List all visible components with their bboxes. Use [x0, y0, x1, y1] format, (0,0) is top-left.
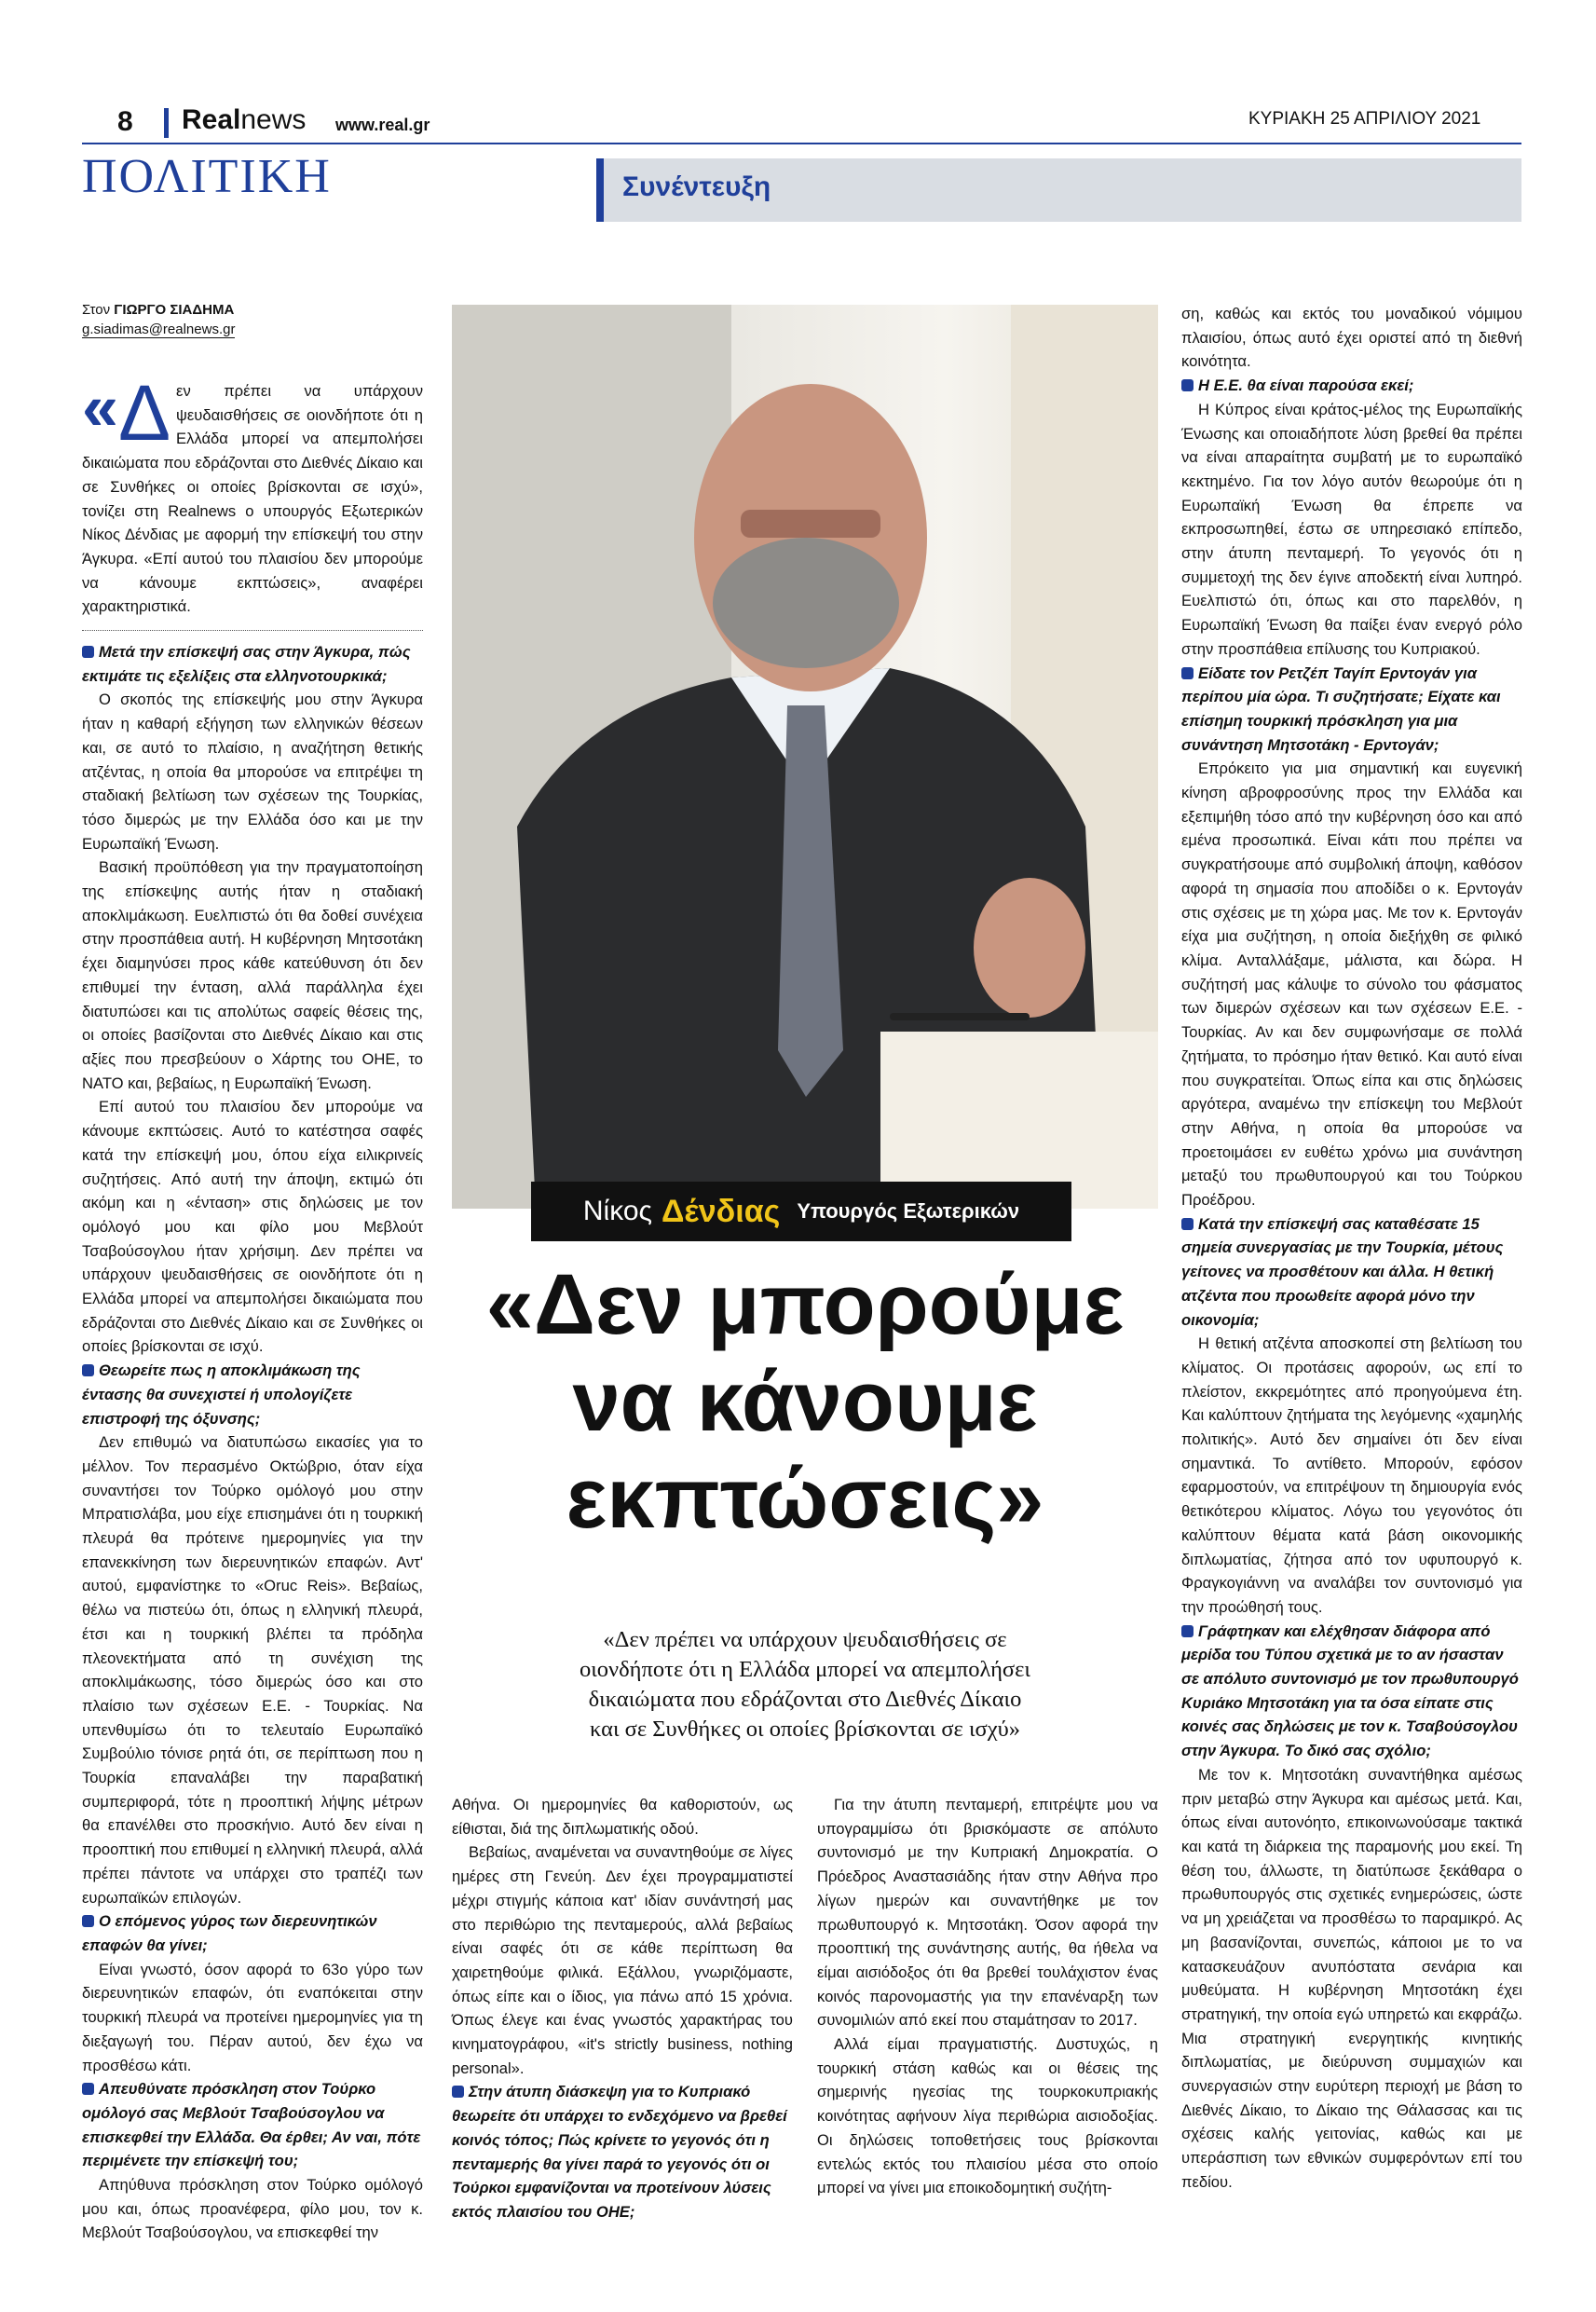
- question-text: Γράφτηκαν και ελέχθησαν διάφορα από μερίδα του Τύπου σχετικά με το αν ήσασταν σε απόλυτο συντονισμό με τον πρωθυπουργό Κυριάκο Μητσοτάκη για τα όσα είπατε στις κοινές σας δηλώσεις με τον κ. Τσαβούσογλου στην Άγκυρα. Το δικό σας σχόλιο;: [1181, 1621, 1519, 1760]
- headline-line-3: εκπτώσεις»: [566, 1451, 1044, 1546]
- brand-rest: news: [240, 104, 307, 135]
- pull-quote-line-3: δικαιώματα που εδράζονται στο Διεθνές Δίκαιο: [588, 1687, 1022, 1712]
- bullet-icon: [82, 646, 94, 658]
- headline-line-1: «Δεν μπορούμε: [485, 1257, 1125, 1352]
- question-text: Είδατε τον Ρετζέπ Ταγίπ Ερντογάν για περίπου μία ώρα. Τι συζητήσατε; Είχατε και επίσημη τουρκική πρόσκληση για μια συνάντηση Μητσοτάκη - Ερντογάν;: [1181, 664, 1501, 754]
- bullet-icon: [1181, 1625, 1194, 1637]
- pull-quote-line-2: οιονδήποτε ότι η Ελλάδα μπορεί να απεμπολήσει: [579, 1657, 1031, 1682]
- question-6: [1181, 374, 1522, 398]
- question-text: Απευθύνατε πρόσκληση στον Τούρκο ομόλογό σας Μεβλούτ Τσαβούσογλου να επισκεφθεί την Ελλάδα. Θα έρθει; Αν ναι, πότε περιμένετε την επίσκεψή του;: [82, 2080, 421, 2170]
- headline-line-2: να κάνουμε: [572, 1354, 1038, 1449]
- pull-quote-line-1: «Δεν πρέπει να υπάρχουν ψευδαισθήσεις σε: [603, 1627, 1007, 1652]
- intro-quote-mark: «: [82, 371, 118, 444]
- answer-paragraph: Για την άτυπη πενταμερή, επιτρέψτε μου να υπογραμμίσω ότι βρισκόμαστε σε απόλυτο συντονισμό με την Κυπριακή Δημοκρατία. Ο Πρόεδρος Αναστασιάδης ήταν στην Αθήνα προ λίγων ημερών και συναντήθηκε με τον πρωθυπουργό κ. Μητσοτάκη. Όσον αφορά την προοπτική της συνάντησης αυτής, θα ήθελα να είμαι αισιόδοξος ότι θα βρεθεί τουλάχιστον ένας κοινός παρονομαστής για την επανέναρξη των συνομιλιών από εκεί που σταμάτησαν το 2017.: [817, 1796, 1158, 2030]
- intro-text: εν πρέπει να υπάρχουν ψευδαισθήσεις σε οιονδήποτε ότι η Ελλάδα μπορεί να απεμπολήσει δικαιώματα που εδράζονται στο Διεθνές Δίκαιο και σε Συνθήκες οι οποίες βρίσκονται σε ισχύ», τονίζει στη Realnews ο υπουργός Εξωτερικών Νίκος Δένδιας με αφορμή την επίσκεψή του στην Άγκυρα. «Επί αυτού του πλαισίου δεν μπορούμε να κάνουμε εκπτώσεις», αναφέρει χαρακτηριστικά.: [82, 382, 423, 616]
- question-2: [82, 1359, 423, 1430]
- caption-last-name: Δένδιας: [661, 1193, 781, 1229]
- answer-paragraph: ση, καθώς και εκτός του μοναδικού νόμιμου πλαισίου, όπως αυτό έχει οριστεί από τη διεθνή κοινότητα.: [1181, 305, 1522, 371]
- answer-paragraph: Είναι γνωστό, όσον αφορά το 63ο γύρο των διερευνητικών επαφών, ότι εναπόκειται στην τουρκική πλευρά να προτείνει ημερομηνίες για τη διεξαγωγή του. Πέραν αυτού, δεν έχω να προσθέσω κάτι.: [82, 1960, 423, 2074]
- header-rule: [82, 143, 1521, 144]
- answer-paragraph: Απηύθυνα πρόσκληση στον Τούρκο ομόλογό μου και, όπως προανέφερα, φίλο μου, τον κ. Μεβλούτ Τσαβούσογλου, να επισκεφθεί την: [82, 2176, 423, 2242]
- question-3: [82, 1909, 423, 1957]
- question-text: Ο επόμενος γύρος των διερευνητικών επαφών θα γίνει;: [82, 1912, 377, 1954]
- answer-paragraph: Δεν επιθυμώ να διατυπώσω εικασίες για το μέλλον. Τον περασμένο Οκτώβριο, όταν είχα συναντήσει τον Τούρκο ομόλογό μου στην Μπρατισλάβα, μου είχε επισημάνει ότι η τουρκική πλευρά θα πρότεινε ημερομηνίες για την επανεκκίνηση των διερευνητικών επαφών. Αντ' αυτού, εμφανίστηκε το «Oruc Reis». Βεβαίως, θέλω να πιστεύω ότι, όπως η ελληνική πλευρά, έτσι και η τουρκική βλέπει τα πρόδηλα πλεονεκτήματα από τη συνέχιση της αποκλιμάκωσης, τόσο διμερώς όσο και στο πλαίσιο των σχέσεων Ε.Ε. - Τουρκίας. Να υπενθυμίσω ότι το τελευταίο Ευρωπαϊκό Συμβούλιο τόνισε ρητά ότι, σε περίπτωση που η Τουρκία επαναλάβει την παραβατική συμπεριφορά, τότε η προοπτική λήψης μέτρων θα επανέλθει στο προσκήνιο. Αυτό δεν είναι η προοπτική που επιθυμεί η ελληνική πλευρά, αλλά πρέπει πάντοτε να υπάρχει στο τραπέζι των ευρωπαϊκών επιλογών.: [82, 1433, 423, 1907]
- byline-name: ΓΙΩΡΓΟ ΣΙΑΔΗΜΑ: [114, 302, 235, 318]
- question-8: [1181, 1212, 1522, 1333]
- bullet-icon: [82, 2083, 94, 2095]
- pull-quote-line-4: και σε Συνθήκες οι οποίες βρίσκονται σε ισχύ»: [589, 1717, 1021, 1742]
- bullet-icon: [1181, 1218, 1194, 1230]
- bullet-icon: [1181, 379, 1194, 391]
- byline: [82, 302, 423, 318]
- question-7: [1181, 662, 1522, 758]
- byline-prefix: Στον: [82, 302, 111, 318]
- answer-paragraph: Βεβαίως, αναμένεται να συναντηθούμε σε λίγες ημέρες στη Γενεύη. Δεν έχει προγραμματιστεί μέχρι στιγμής κάποια κατ' ιδίαν συνάντησή μας στο περιθώριο της πενταμερούς, αλλά βεβαίως είναι σαφές ότι σε κάθε περίπτωση θα χαιρετηθούμε φιλικά. Εξάλλου, γνωριζόμαστε, όπως είπε και ο ίδιος, για πάνω από 15 χρόνια. Όπως έλεγε και ένας γνωστός χαρακτήρας του κινηματογράφου, «it's strictly business, nothing personal».: [452, 1843, 793, 2077]
- header-url: www.real.gr: [335, 116, 430, 134]
- answer-paragraph: Αλλά είμαι πραγματιστής. Δυστυχώς, η τουρκική στάση καθώς και οι θέσεις της σημερινής ηγεσίας της τουρκοκυπριακής κοινότητας αφήνουν λίγα περιθώρια αισιοδοξίας. Οι δηλώσεις τοποθετήσεις τους βρίσκονται εντελώς εκτός του πλαισίου μέσα στο οποίο μπορεί να γίνει μια εποικοδομητική συζήτη-: [817, 2035, 1158, 2197]
- minister-photo: [452, 305, 1158, 1209]
- header-date: ΚΥΡΙΑΚΗ 25 ΑΠΡΙΛΙΟΥ 2021: [1248, 109, 1481, 129]
- question-5: [452, 2080, 793, 2223]
- name-caption: [531, 1182, 1071, 1241]
- answer-paragraph: Ο σκοπός της επίσκεψής μου στην Άγκυρα ήταν η καθαρή εξήγηση των ελληνικών θέσεων και, σε αυτό το πλαίσιο, η αναζήτηση θετικής ατζέντας, η οποία θα μπορούσε να επιτρέψει τη σταδιακή βελτίωση των σχέσεων της Τουρκίας, τόσο διμερώς με την Ελλάδα όσο και με την Ευρωπαϊκή Ένωση.: [82, 691, 423, 853]
- byline-email: g.siadimas@realnews.gr: [82, 321, 236, 337]
- question-text: Στην άτυπη διάσκεψη για το Κυπριακό θεωρείτε ότι υπάρχει το ενδεχόμενο να βρεθεί κοινός τόπος; Πώς κρίνετε το γεγονός ότι η πενταμερής θα γίνει παρά το γεγονός ότι οι Τούρκοι εμφανίζονται να προτείνουν λύσεις εκτός πλαισίου του ΟΗΕ;: [452, 2083, 787, 2221]
- pull-quote: [452, 1625, 1158, 1744]
- caption-first-name: Νίκος: [582, 1196, 652, 1226]
- answer-paragraph: Επί αυτού του πλαισίου δεν μπορούμε να κάνουμε εκπτώσεις. Αυτό το κατέστησα σαφές κατά την επίσκεψή μου, όπου είχα ειλικρινείς συζητήσεις. Από αυτή την άποψη, εκτιμώ ότι ακόμη και η «ένταση» στις δηλώσεις με τον ομόλογό μου και φίλο μου Μεβλούτ Τσαβούσογλου ήταν χρήσιμη. Δεν πρέπει να υπάρχουν ψευδαισθήσεις σε οιονδήποτε ότι η Ελλάδα μπορεί να απεμπολήσει δικαιώματα που εδράζονται στο Διεθνές Δίκαιο και σε Συνθήκες οι οποίες βρίσκονται σε ισχύ.: [82, 1098, 423, 1356]
- caption-role: Υπουργός Εξωτερικών: [797, 1199, 1020, 1223]
- answer-paragraph: Η θετική ατζέντα αποσκοπεί στη βελτίωση του κλίματος. Οι προτάσεις αφορούν, ως επί το πλείστον, εκκρεμότητες από προηγούμενα έτη. Και καλύπτουν ζητήματα της λεγόμενης «χαμηλής πολιτικής». Αυτό δεν σημαίνει ότι δεν είναι σημαντικά. Το αντίθετο. Μπορούν, εφόσον εφαρμοστούν, να επιτρέψουν τη δημιουργία ενός θετικότερου κλίματος. Λόγω του γεγονότος ότι καλύπτουν θέματα κατά βάση οικονομικής διπλωματίας, ζήτησα από τον υφυπουργό κ. Φραγκογιάννη να αναλάβει τον συντονισμό για την προώθησή τους.: [1181, 1334, 1522, 1616]
- bullet-icon: [1181, 667, 1194, 679]
- intro-dropcap: Δ: [117, 369, 171, 457]
- section-title: ΠΟΛΙΤΙΚΗ: [82, 150, 332, 203]
- question-9: [1181, 1620, 1522, 1763]
- column-1: [82, 302, 423, 2245]
- answer-paragraph: Με τον κ. Μητσοτάκη συναντήθηκα αμέσως πριν μεταβώ στην Άγκυρα και αμέσως μετά. Και, όπως είναι αυτονόητο, επικοινωνούσαμε τακτικά και κατά τη διάρκεια της παραμονής μου εκεί. Τη θέση του, άλλωστε, τη διατύπωσε ξεκάθαρα ο πρωθυπουργός στις σχετικές ενημερώσεις, ώστε να μη χρειάζεται να προσθέσω το παραμικρό. Ας μη βασανίζονται, συνεπώς, κάποιοι με το να κατασκευάζουν ανυπόστατα σενάρια και μυθεύματα. Η κυβέρνηση Μητσοτάκη έχει στρατηγική, την οποία εγώ υπηρετώ και εκφράζω. Μια στρατηγική ενεργητικής κινητικής διπλωματίας, με διεύρυνση συμμαχιών και συνεργασιών στην ευρύτερη περιοχή με βάση το Διεθνές Δίκαιο, το Δίκαιο της Θάλασσας και τις σχέσεις καλής γειτονίας, καθώς και με υπεράσπιση των εθνικών συμφερόντων επί του πεδίου.: [1181, 1765, 1522, 2191]
- question-text: Μετά την επίσκεψή σας στην Άγκυρα, πώς εκτιμάτε τις εξελίξεις στα ελληνοτουρκικά;: [82, 643, 411, 685]
- bullet-icon: [452, 2086, 464, 2098]
- answer-paragraph: Αθήνα. Οι ημερομηνίες θα καθοριστούν, ως είθισται, διά της διπλωματικής οδού.: [452, 1796, 793, 1838]
- bullet-icon: [82, 1364, 94, 1376]
- question-1: [82, 640, 423, 688]
- column-2: [452, 1793, 793, 2224]
- column-4: [1181, 302, 1522, 2195]
- headline: [452, 1256, 1158, 1547]
- question-4: [82, 2077, 423, 2173]
- photo-illustration: [452, 305, 1158, 1209]
- rubric-title: Συνέντευξη: [622, 171, 771, 202]
- column-3: [817, 1793, 1158, 2200]
- rubric-accent: [596, 158, 604, 222]
- brand-bold: Real: [182, 104, 241, 135]
- question-text: Κατά την επίσκεψή σας καταθέσατε 15 σημεία συνεργασίας με την Τουρκία, μέτους γείτονες να προσθέτουν και άλλα. Η θετική ατζέντα που προωθείτε αφορά μόνο την οικονομία;: [1181, 1214, 1504, 1329]
- header-divider: [164, 108, 169, 138]
- question-text: Η Ε.Ε. θα είναι παρούσα εκεί;: [1198, 376, 1414, 395]
- separator-1: [82, 630, 423, 631]
- question-text: Θεωρείτε πως η αποκλιμάκωση της έντασης θα συνεχιστεί ή υπολογίζετε επιστροφή της όξυνσης;: [82, 1361, 361, 1428]
- intro-paragraph: [82, 369, 423, 619]
- answer-paragraph: Βασική προϋπόθεση για την πραγματοποίηση της επίσκεψης αυτής ήταν η σταδιακή αποκλιμάκωση. Ευελπιστώ ότι θα δοθεί συνέχεια στην προσπάθεια αυτή. Η κυβέρνηση Μητσοτάκη έχει διαμηνύσει προς κάθε κατεύθυνση ότι δεν επιθυμεί την ένταση, αλλά παράλληλα έχει διατυπώσει και τις απολύτως σαφείς θέσεις της, οι οποίες βασίζονται στο Διεθνές Δίκαιο και στις αξίες που πρεσβεύουν ο Χάρτης του ΟΗΕ, το ΝΑΤΟ και, βεβαίως, η Ευρωπαϊκή Ένωση.: [82, 858, 423, 1092]
- brand-logo: [182, 104, 306, 136]
- answer-paragraph: Η Κύπρος είναι κράτος-μέλος της Ευρωπαϊκής Ένωσης και οποιαδήποτε λύση βρεθεί θα πρέπει να είναι απαραίτητα συμβατή με το ευρωπαϊκό κεκτημένο. Για τον λόγο αυτόν θεωρούμε ότι η Ευρωπαϊκή Ένωση θα έπρεπε να εκπροσωπηθεί, έστω σε υπηρεσιακό επίπεδο, στην άτυπη πενταμερή. Το γεγονός ότι η συμμετοχή της δεν έγινε αποδεκτή είναι λυπηρό. Ευελπιστώ ότι, όπως και στο παρελθόν, η Ευρωπαϊκή Ένωση θα παίξει έναν ενεργό ρόλο στην προσπάθεια επίλυσης του Κυπριακού.: [1181, 400, 1522, 658]
- answer-paragraph: Επρόκειτο για μια σημαντική και ευγενική κίνηση αβροφροσύνης προς την Ελλάδα και εξεπιμήθη τόσο από την κυβέρνηση όσο και από εμένα προσωπικά. Είναι κάτι που πρέπει να συγκρατήσουμε από συμβολική άποψη, καθόσον αφορά τη σημασία που αποδίδει ο κ. Ερντογάν στις σχέσεις με τη χώρα μας. Με τον κ. Ερντογάν είχα μια συζήτηση, η οποία διεξήχθη σε φιλικό κλίμα. Ανταλλάξαμε, μάλιστα, και δώρα. Η συζήτησή μας κάλυψε το σύνολο του φάσματος των διμερών σχέσεων και των σχέσεων Ε.Ε. - Τουρκίας. Αν και δεν συμφωνήσαμε σε πολλά ζητήματα, το πρόσημο ήταν θετικό. Και αυτό είναι που συγκρατείται. Όπως είπα και στις δηλώσεις αργότερα, αναμένω την επίσκεψη του Μεβλούτ στην Αθήνα, η οποία θα μπορούσε να προετοιμάσει εν ευθέτω χρόνω μια συνάντηση μεταξύ του πρωθυπουργού και του Τούρκου Προέδρου.: [1181, 759, 1522, 1210]
- bullet-icon: [82, 1915, 94, 1927]
- page-number: 8: [117, 106, 133, 137]
